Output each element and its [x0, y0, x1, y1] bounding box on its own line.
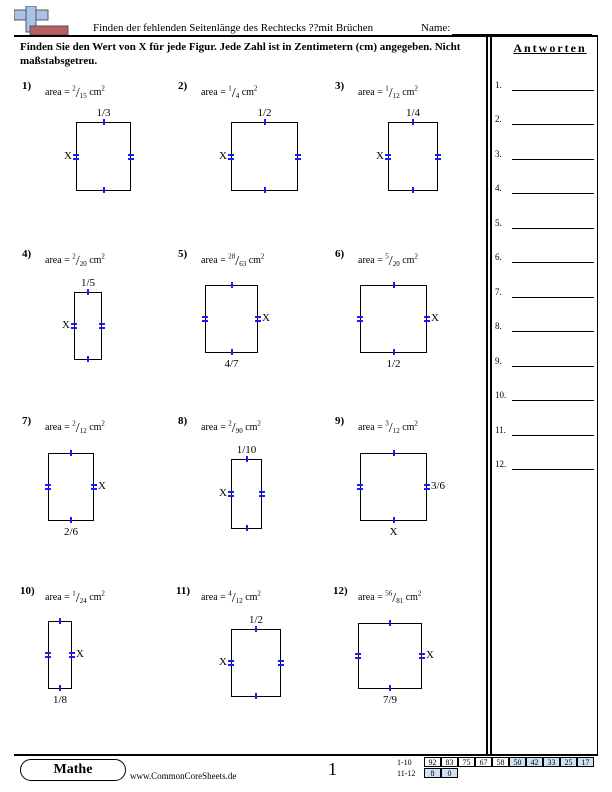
area-unit: cm	[403, 592, 418, 603]
tick-mark	[103, 119, 105, 125]
tick-mark	[389, 620, 391, 626]
side-label-right: X	[426, 649, 434, 661]
double-tick-mark	[435, 154, 441, 156]
area-denominator: 63	[239, 260, 247, 268]
area-numerator: 2	[72, 84, 76, 93]
problem-number: 1)	[22, 80, 32, 92]
area-formula	[45, 84, 105, 100]
double-tick-mark	[45, 652, 51, 654]
area-numerator: 5	[385, 252, 389, 261]
double-tick-mark	[278, 664, 284, 666]
double-tick-mark	[228, 664, 234, 666]
double-tick-mark	[228, 660, 234, 662]
double-tick-mark	[73, 158, 79, 160]
double-tick-mark	[69, 652, 75, 654]
worksheet-title: Finden der fehlenden Seitenlänge des Rechtecks ??mit Brüchen	[93, 22, 374, 34]
area-denominator: 12	[392, 92, 400, 100]
score-cell: 33	[543, 757, 560, 767]
area-prefix: area =	[358, 255, 386, 266]
rectangle-figure	[231, 122, 298, 191]
score-cell: 17	[577, 757, 594, 767]
tick-mark	[59, 685, 61, 691]
answer-border	[597, 35, 598, 755]
double-tick-mark	[419, 657, 425, 659]
problem-number: 11)	[176, 585, 191, 597]
answer-divider	[486, 35, 488, 755]
fraction-slash: /	[75, 591, 80, 606]
area-prefix: area =	[45, 87, 73, 98]
tick-mark	[393, 282, 395, 288]
area-denominator: 90	[235, 427, 243, 435]
unit-exponent: 2	[257, 589, 261, 598]
area-numerator: 1	[385, 84, 389, 93]
area-unit: cm	[399, 87, 415, 98]
answer-number: 4.	[495, 183, 502, 193]
fraction-slash: /	[231, 86, 236, 101]
area-formula	[358, 589, 421, 605]
tick-mark	[70, 450, 72, 456]
page-number: 1	[328, 759, 337, 779]
rectangle-figure	[74, 292, 102, 360]
tick-mark	[264, 119, 266, 125]
footer-rule	[14, 754, 598, 756]
area-denominator: 12	[79, 427, 87, 435]
area-prefix: area =	[201, 255, 229, 266]
fraction-slash: /	[235, 254, 240, 269]
area-numerator: 2	[228, 419, 232, 428]
score-range-label: 1-10	[397, 758, 412, 767]
tick-mark	[389, 685, 391, 691]
double-tick-mark	[355, 653, 361, 655]
area-denominator: 24	[79, 597, 87, 605]
area-prefix: area =	[358, 87, 386, 98]
score-cell: 58	[492, 757, 509, 767]
side-label-right: X	[431, 312, 439, 324]
unit-exponent: 2	[101, 589, 105, 598]
side-label-bottom: 1/2	[386, 358, 401, 370]
area-denominator: 12	[235, 597, 243, 605]
area-denominator: 4	[235, 92, 240, 100]
answers-title: Antworten	[513, 41, 587, 55]
unit-exponent: 2	[417, 589, 422, 598]
answer-number: 9.	[495, 356, 502, 366]
fraction-slash: /	[231, 421, 236, 436]
double-tick-mark	[228, 495, 234, 497]
area-unit: cm	[399, 422, 415, 433]
answer-number: 6.	[495, 252, 502, 262]
side-label-top: 1/2	[257, 107, 272, 119]
score-cell: 0	[441, 768, 458, 778]
area-unit: cm	[242, 592, 258, 603]
problem-number: 8)	[178, 415, 188, 427]
area-prefix: area =	[201, 87, 229, 98]
score-cell: 92	[424, 757, 441, 767]
side-label-top: 1/3	[96, 107, 111, 119]
area-denominator: 20	[79, 260, 87, 268]
area-unit: cm	[86, 255, 102, 266]
unit-exponent: 2	[101, 419, 105, 428]
side-label-left: X	[62, 319, 70, 331]
tick-mark	[393, 349, 395, 355]
side-label-left: X	[219, 487, 227, 499]
fraction-slash: /	[231, 591, 236, 606]
double-tick-mark	[91, 484, 97, 486]
area-prefix: area =	[358, 422, 386, 433]
area-numerator: 4	[228, 589, 232, 598]
score-cell: 67	[475, 757, 492, 767]
tick-mark	[231, 282, 233, 288]
rectangle-figure	[48, 621, 72, 689]
double-tick-mark	[424, 488, 430, 490]
area-formula	[201, 252, 264, 268]
double-tick-mark	[91, 488, 97, 490]
rectangle-figure	[388, 122, 438, 191]
answer-number: 5.	[495, 218, 502, 228]
problem-number: 2)	[178, 80, 188, 92]
double-tick-mark	[71, 327, 77, 329]
answer-blank[interactable]	[512, 400, 594, 401]
answer-number: 3.	[495, 149, 502, 159]
rectangle-figure	[360, 453, 427, 521]
area-formula	[201, 84, 257, 100]
double-tick-mark	[424, 316, 430, 318]
side-label-left: X	[64, 149, 72, 162]
area-unit: cm	[86, 592, 102, 603]
answer-number: 8.	[495, 321, 502, 331]
double-tick-mark	[69, 656, 75, 658]
unit-exponent: 2	[414, 419, 418, 428]
answer-blank[interactable]	[512, 297, 594, 298]
unit-exponent: 2	[101, 252, 105, 261]
score-cell: 75	[458, 757, 475, 767]
side-label-top: 1/10	[236, 444, 257, 456]
area-denominator: 12	[392, 427, 400, 435]
double-tick-mark	[99, 327, 105, 329]
tick-mark	[255, 693, 257, 699]
area-formula	[358, 252, 418, 268]
answer-blank[interactable]	[512, 193, 594, 194]
rectangle-figure	[205, 285, 258, 353]
area-numerator: 28	[228, 252, 236, 261]
double-tick-mark	[385, 158, 391, 160]
fraction-slash: /	[388, 254, 393, 269]
double-tick-mark	[128, 158, 134, 160]
area-prefix: area =	[201, 592, 229, 603]
area-numerator: 2	[72, 419, 76, 428]
score-range-label: 11-12	[397, 769, 416, 778]
score-cell: 42	[526, 757, 543, 767]
side-label-left: X	[376, 149, 384, 162]
problem-number: 3)	[335, 80, 345, 92]
answer-number: 1.	[495, 80, 502, 90]
fraction-slash: /	[388, 421, 393, 436]
double-tick-mark	[295, 154, 301, 156]
area-unit: cm	[242, 422, 258, 433]
unit-exponent: 2	[253, 84, 258, 93]
logo-icon	[14, 6, 70, 36]
area-unit: cm	[246, 255, 261, 266]
area-prefix: area =	[201, 422, 229, 433]
double-tick-mark	[255, 320, 261, 322]
problem-number: 10)	[20, 585, 35, 597]
double-tick-mark	[128, 154, 134, 156]
unit-exponent: 2	[260, 252, 265, 261]
double-tick-mark	[228, 491, 234, 493]
double-tick-mark	[357, 484, 363, 486]
side-label-right: 3/6	[431, 480, 446, 492]
rectangle-figure	[76, 122, 131, 191]
rectangle-figure	[360, 285, 427, 353]
tick-mark	[264, 187, 266, 193]
area-denominator: 20	[392, 260, 400, 268]
area-unit: cm	[86, 422, 102, 433]
double-tick-mark	[99, 323, 105, 325]
name-label: Name:	[421, 22, 451, 34]
tick-mark	[70, 517, 72, 523]
double-tick-mark	[71, 323, 77, 325]
area-prefix: area =	[358, 592, 386, 603]
area-unit: cm	[239, 87, 254, 98]
side-label-right: X	[98, 480, 106, 492]
tick-mark	[412, 187, 414, 193]
area-numerator: 1	[72, 589, 76, 598]
answer-number: 10.	[495, 390, 507, 400]
area-prefix: area =	[45, 255, 73, 266]
answer-blank[interactable]	[512, 228, 594, 229]
area-formula	[358, 84, 418, 100]
fraction-slash: /	[75, 254, 80, 269]
area-formula	[201, 419, 261, 435]
tick-mark	[393, 450, 395, 456]
side-label-bottom: 2/6	[63, 526, 79, 538]
area-formula	[45, 252, 105, 268]
double-tick-mark	[424, 320, 430, 322]
side-label-right: X	[262, 312, 270, 324]
problem-number: 9)	[335, 415, 345, 427]
rectangle-figure	[231, 459, 262, 529]
side-label-bottom: 1/8	[52, 694, 68, 706]
tick-mark	[255, 626, 257, 632]
side-label-top: 1/4	[405, 107, 421, 119]
site-url: www.CommonCoreSheets.de	[130, 771, 237, 781]
answer-blank[interactable]	[512, 331, 594, 332]
fraction-slash: /	[388, 86, 393, 101]
answer-number: 12.	[495, 459, 507, 469]
fraction-slash: /	[75, 86, 80, 101]
tick-mark	[393, 517, 395, 523]
answer-blank[interactable]	[512, 435, 594, 436]
double-tick-mark	[259, 491, 265, 493]
double-tick-mark	[202, 320, 208, 322]
side-label-left: X	[219, 149, 227, 162]
area-numerator: 1	[228, 84, 232, 93]
side-label-bottom: X	[389, 526, 398, 538]
double-tick-mark	[424, 484, 430, 486]
double-tick-mark	[435, 158, 441, 160]
rectangle-figure	[358, 623, 422, 689]
area-prefix: area =	[45, 422, 73, 433]
instructions: Finden Sie den Wert von X für jede Figur. Jede Zahl ist in Zentimetern (cm) angegeben. Nicht maßstabsgetreu.	[20, 41, 461, 67]
tick-mark	[59, 618, 61, 624]
double-tick-mark	[228, 154, 234, 156]
area-unit: cm	[86, 87, 102, 98]
double-tick-mark	[357, 316, 363, 318]
double-tick-mark	[45, 488, 51, 490]
answer-blank[interactable]	[512, 469, 594, 470]
problem-number: 7)	[22, 415, 32, 427]
area-denominator: 81	[396, 597, 404, 605]
answer-blank[interactable]	[512, 366, 594, 367]
double-tick-mark	[228, 158, 234, 160]
double-tick-mark	[73, 154, 79, 156]
answer-divider	[490, 35, 492, 755]
double-tick-mark	[295, 158, 301, 160]
answer-blank[interactable]	[512, 262, 594, 263]
header-rule	[14, 35, 598, 37]
unit-exponent: 2	[414, 252, 418, 261]
double-tick-mark	[259, 495, 265, 497]
area-numerator: 3	[385, 419, 389, 428]
side-label-bottom: 7/9	[382, 694, 398, 706]
answer-number: 7.	[495, 287, 502, 297]
rectangle-figure	[48, 453, 94, 521]
double-tick-mark	[45, 656, 51, 658]
problem-number: 12)	[333, 585, 348, 597]
problem-number: 4)	[22, 248, 32, 260]
double-tick-mark	[357, 488, 363, 490]
area-formula	[45, 419, 105, 435]
unit-exponent: 2	[101, 84, 105, 93]
side-label-right: X	[76, 648, 84, 660]
tick-mark	[87, 356, 89, 362]
area-formula	[201, 589, 261, 605]
problem-number: 6)	[335, 248, 345, 260]
area-formula	[358, 419, 418, 435]
problem-number: 5)	[178, 248, 188, 260]
score-cell: 8	[424, 768, 441, 778]
area-unit: cm	[399, 255, 415, 266]
area-prefix: area =	[45, 592, 73, 603]
double-tick-mark	[419, 653, 425, 655]
double-tick-mark	[255, 316, 261, 318]
tick-mark	[246, 525, 248, 531]
area-numerator: 2	[72, 252, 76, 261]
fraction-slash: /	[392, 591, 397, 606]
score-cell: 83	[441, 757, 458, 767]
double-tick-mark	[45, 484, 51, 486]
double-tick-mark	[385, 154, 391, 156]
unit-exponent: 2	[257, 419, 261, 428]
double-tick-mark	[202, 316, 208, 318]
score-cell: 50	[509, 757, 526, 767]
tick-mark	[412, 119, 414, 125]
area-numerator: 56	[385, 589, 393, 598]
rectangle-figure	[231, 629, 281, 697]
answer-number: 11.	[495, 425, 506, 435]
brand-badge: Mathe	[20, 759, 126, 781]
answer-blank[interactable]	[512, 124, 594, 125]
side-label-top: 1/2	[248, 614, 264, 626]
tick-mark	[87, 289, 89, 295]
area-formula	[45, 589, 105, 605]
side-label-left: X	[219, 656, 227, 668]
score-cell: 25	[560, 757, 577, 767]
tick-mark	[246, 456, 248, 462]
tick-mark	[103, 187, 105, 193]
answer-blank[interactable]	[512, 159, 594, 160]
double-tick-mark	[278, 660, 284, 662]
side-label-bottom: 4/7	[224, 358, 239, 370]
answer-number: 2.	[495, 114, 502, 124]
tick-mark	[231, 349, 233, 355]
double-tick-mark	[357, 320, 363, 322]
double-tick-mark	[355, 657, 361, 659]
fraction-slash: /	[75, 421, 80, 436]
area-denominator: 15	[79, 92, 87, 100]
unit-exponent: 2	[414, 84, 418, 93]
answer-blank[interactable]	[512, 90, 594, 91]
side-label-top: 1/5	[80, 277, 96, 289]
